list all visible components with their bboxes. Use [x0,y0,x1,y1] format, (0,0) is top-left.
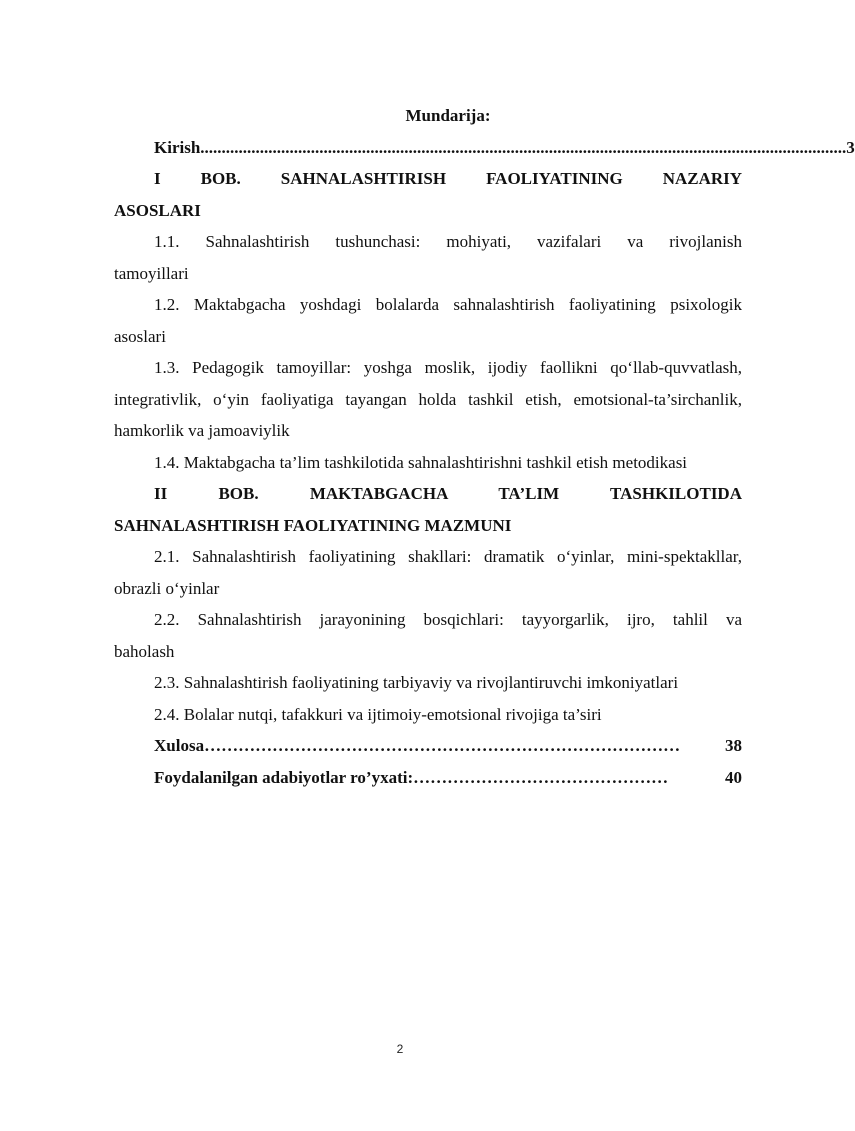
toc-entry-1-1-cont: tamoyillari [114,263,189,283]
toc-entry-1-3-cont2: hamkorlik va jamoaviylik [114,421,290,440]
toc-leader-dots: ........................................................................................................................................................ [200,137,847,157]
toc-entry-2-3[interactable]: 2.3. Sahnalashtirish faoliyatining tarbiyaviy va rivojlantiruvchi imkoniyatlari [154,673,679,692]
toc-entry-2-4[interactable]: 2.4. Bolalar nutqi, tafakkuri va ijtimoiy-emotsional rivojiga ta’siri [154,704,602,724]
page-number: 2 [396,1042,404,1056]
toc-entry-label: Foydalanilgan adabiyotlar ro’yxati: [154,767,414,787]
chapter-1-heading-cont: ASOSLARI [114,200,201,220]
toc-page-number: 3 [846,137,855,157]
toc-entry-1-2[interactable]: 1.2. Maktabgacha yoshdagi bolalarda sahnalashtirish faoliyatining psixologik [154,295,742,314]
toc-entry-intro[interactable] [114,132,855,164]
chapter-2-heading-cont: SAHNALASHTIRISH FAOLIYATINING MAZMUNI [114,515,512,535]
table-of-contents [114,100,855,793]
toc-entry-2-2[interactable]: 2.2. Sahnalashtirish jarayonining bosqichlari: tayyorgarlik, ijro, tahlil va [154,610,742,629]
toc-entry-2-1-cont: obrazli o‘yinlar [114,578,220,598]
toc-page-number: 40 [725,767,742,787]
toc-entry-label: Kirish [154,137,201,157]
toc-entry-1-2-cont: asoslari [114,326,166,346]
toc-entry-1-1[interactable]: 1.1. Sahnalashtirish tushunchasi: mohiyati, vazifalari va rivojlanish [154,232,742,251]
toc-entry-references[interactable] [114,762,742,794]
chapter-2-heading[interactable]: II BOB. MAKTABGACHA TA’LIM TASHKILOTIDA [154,484,742,503]
chapter-1-heading[interactable]: I BOB. SAHNALASHTIRISH FAOLIYATINING NAZARIY [154,169,743,188]
toc-leader-dots: ………………………………………………………………………… [204,736,681,755]
toc-entry-label: Xulosa [154,736,205,755]
toc-leader-dots: ……………………………………… [413,767,669,787]
toc-page-number: 38 [725,736,742,755]
toc-entry-conclusion[interactable] [114,730,742,762]
toc-entry-2-2-cont: baholash [114,641,175,661]
toc-entry-2-1[interactable]: 2.1. Sahnalashtirish faoliyatining shakllari: dramatik o‘yinlar, mini-spektakllar, [154,547,742,566]
toc-title: Mundarija: [405,106,491,125]
toc-entry-1-4[interactable]: 1.4. Maktabgacha ta’lim tashkilotida sahnalashtirishni tashkil etish metodikasi [154,452,688,472]
toc-entry-1-3-cont: integrativlik, o‘yin faoliyatiga tayangan holda tashkil etish, emotsional-ta’sirchanlik, [114,389,742,409]
toc-entry-1-3[interactable]: 1.3. Pedagogik tamoyillar: yoshga moslik, ijodiy faollikni qo‘llab-quvvatlash, [154,358,742,377]
